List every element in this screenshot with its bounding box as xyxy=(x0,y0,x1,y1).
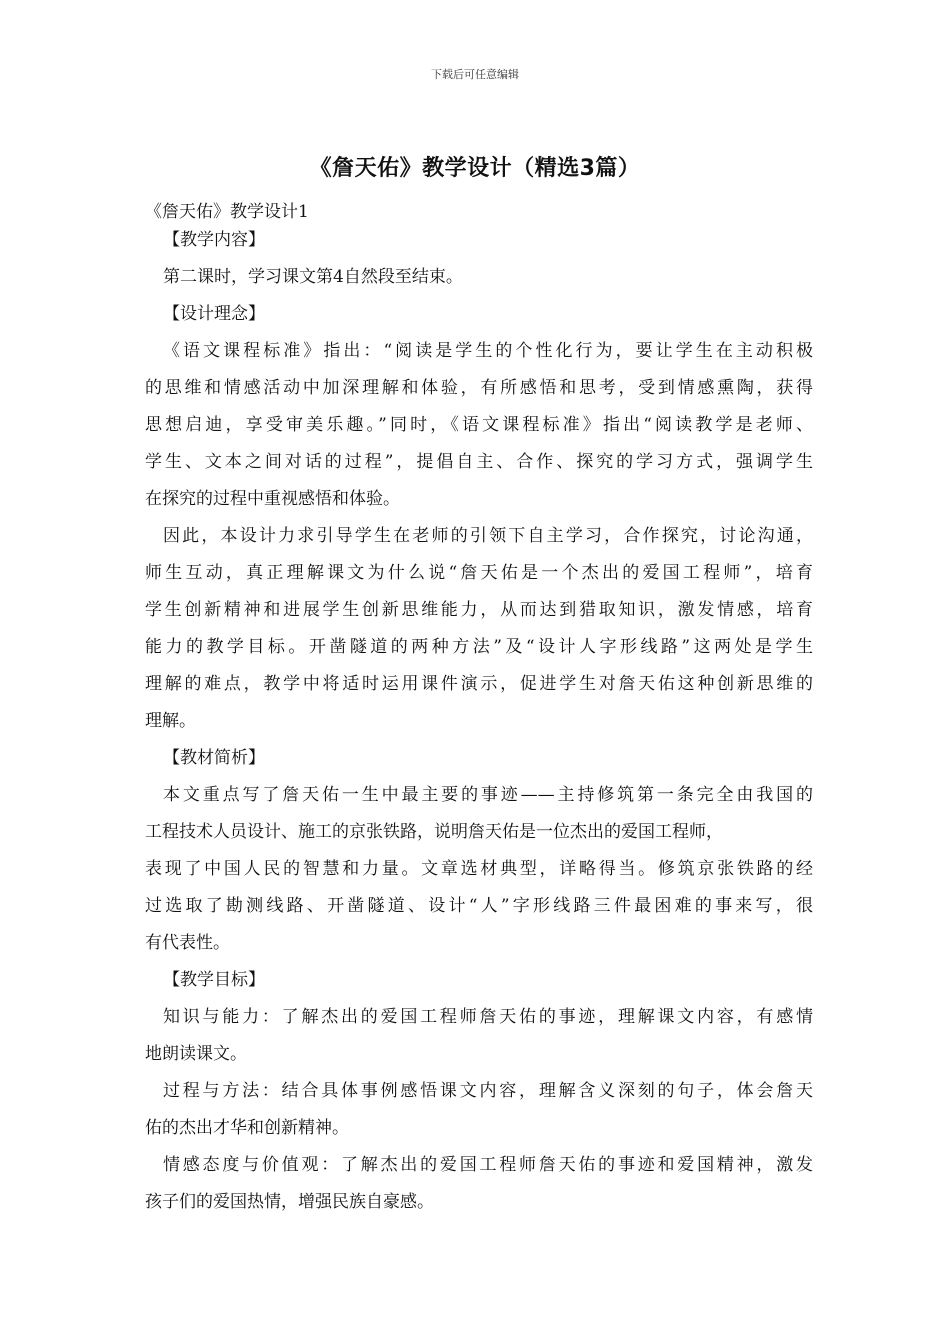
text-line: 的思维和情感活动中加深理解和体验，有所感悟和思考，受到情感熏陶，获得 xyxy=(145,378,813,398)
text-line: 有代表性。 xyxy=(145,933,230,953)
text-line: 知识与能力：了解杰出的爱国工程师詹天佑的事迹，理解课文内容，有感情 xyxy=(163,1007,813,1027)
text-line: 孩子们的爱国热情，增强民族自豪感。 xyxy=(145,1192,434,1212)
text-line: 学生、文本之间对话的过程”，提倡自主、合作、探究的学习方式，强调学生 xyxy=(145,452,813,472)
text-line: 第二课时，学习课文第4自然段至结束。 xyxy=(163,267,463,287)
text-line: 师生互动，真正理解课文为什么说“詹天佑是一个杰出的爱国工程师”，培育 xyxy=(145,563,813,583)
text-line: 地朗读课文。 xyxy=(145,1044,247,1064)
text-line: 理解的难点，教学中将适时运用课件演示，促进学生对詹天佑这种创新思维的 xyxy=(145,674,813,694)
text-line: 能力的教学目标。开凿隧道的两种方法”及“设计人字形线路”这两处是学生 xyxy=(145,637,813,657)
text-line: 【教材简析】 xyxy=(163,748,265,768)
text-line: 过程与方法：结合具体事例感悟课文内容，理解含义深刻的句子，体会詹天 xyxy=(163,1081,813,1101)
document-title: 《詹天佑》教学设计（精选3篇） xyxy=(309,156,641,181)
text-line: 学生创新精神和进展学生创新思维能力，从而达到猎取知识，激发情感，培育 xyxy=(145,600,813,620)
text-line: 思想启迪，享受审美乐趣。”同时，《语文课程标准》指出“阅读教学是老师、 xyxy=(145,415,813,435)
section-subtitle: 《詹天佑》教学设计1 xyxy=(145,202,309,222)
text-line: 过选取了勘测线路、开凿隧道、设计“人”字形线路三件最困难的事来写，很 xyxy=(145,896,813,916)
text-line: 在探究的过程中重视感悟和体验。 xyxy=(145,489,400,509)
header-note: 下载后可任意编辑 xyxy=(431,68,519,81)
text-line: 【教学内容】 xyxy=(163,230,265,250)
text-line: 工程技术人员设计、施工的京张铁路，说明詹天佑是一位杰出的爱国工程师， xyxy=(145,822,723,842)
paragraph-lines xyxy=(145,228,813,1227)
text-line: 表现了中国人民的智慧和力量。文章选材典型，详略得当。修筑京张铁路的经 xyxy=(145,859,813,879)
text-line: 本文重点写了詹天佑一生中最主要的事迹——主持修筑第一条完全由我国的 xyxy=(163,785,813,805)
text-line: 《语文课程标准》指出：“阅读是学生的个性化行为，要让学生在主动积极 xyxy=(163,341,813,361)
text-line: 【设计理念】 xyxy=(163,304,265,324)
text-line: 情感态度与价值观：了解杰出的爱国工程师詹天佑的事迹和爱国精神，激发 xyxy=(163,1155,813,1175)
text-line: 【教学目标】 xyxy=(163,970,265,990)
text-line: 因此，本设计力求引导学生在老师的引领下自主学习，合作探究，讨论沟通， xyxy=(163,526,813,546)
document-body xyxy=(145,200,813,1227)
text-line: 佑的杰出才华和创新精神。 xyxy=(145,1118,349,1138)
text-line: 理解。 xyxy=(145,711,196,731)
